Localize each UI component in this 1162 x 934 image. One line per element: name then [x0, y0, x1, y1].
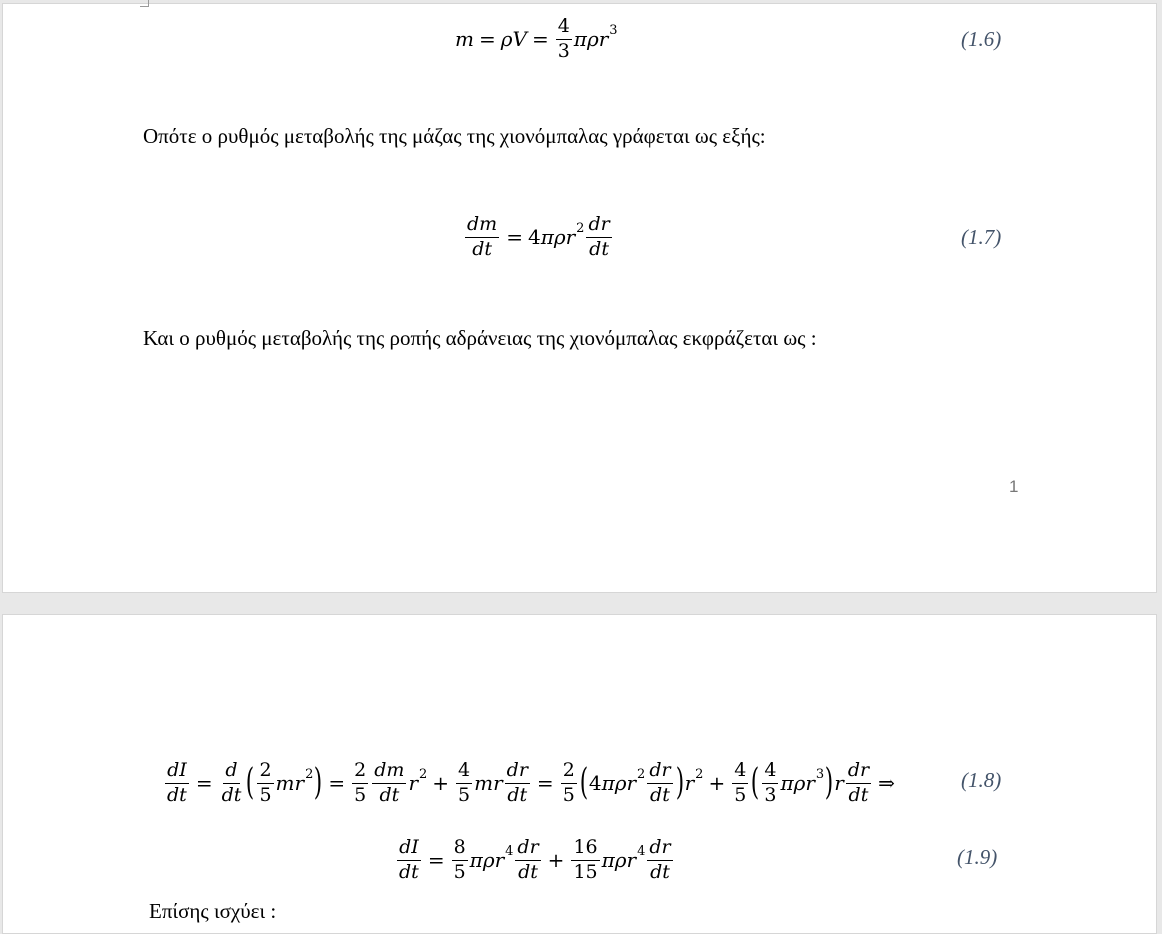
- equation-number: (1.8): [961, 768, 1002, 792]
- margin-corner-mark: [140, 0, 149, 7]
- equation-number: (1.6): [961, 27, 1002, 51]
- equation-1-9: $\frac{dI}{dt}$ = $\frac{8}{5}$ πρr 4 $\frac{dr}{dt}$ + $\frac{16}{15}$ πρr 4 $\frac{dr}{dt}$: [399, 836, 671, 883]
- page-number: 1: [1009, 477, 1019, 496]
- equation-number: (1.7): [961, 225, 1002, 249]
- paragraph: Επίσης ισχύει :: [149, 899, 277, 923]
- document-page-1: [2, 3, 1157, 593]
- paragraph: Οπότε ο ρυθμός μεταβολής της μάζας της χιονόμπαλας γράφεται ως εξής:: [143, 124, 766, 148]
- document-page-2: [2, 614, 1157, 934]
- equation-1-8: $\frac{dI}{dt}$ = $\frac{d}{dt}$ ( $\frac{2}{5}$ mr 2 ) = $\frac{2}{5}$ $\frac{dm}{dt}$ r 2 + $\frac{4}{5}$ mr $\frac{dr}{dt}$ = $\frac{2}{5}$ ( 4 πρr 2 $\frac{dr}{dt}$ ) r 2 + $\frac{4}{5}$ ( $\frac{4}{3}$ πρr 3 ) r $\frac{dr}{dt}$ ⇒: [167, 759, 895, 806]
- paragraph: Και ο ρυθμός μεταβολής της ροπής αδράνειας της χιονόμπαλας εκφράζεται ως :: [143, 326, 817, 350]
- equation-number: (1.9): [957, 845, 998, 869]
- equation-1-7: $\frac{dm}{dt}$ = 4 πρr 2 $\frac{dr}{dt}$: [467, 213, 610, 260]
- equation-1-6: m = ρV = $\frac{4}{3}$ πρr 3: [455, 15, 618, 62]
